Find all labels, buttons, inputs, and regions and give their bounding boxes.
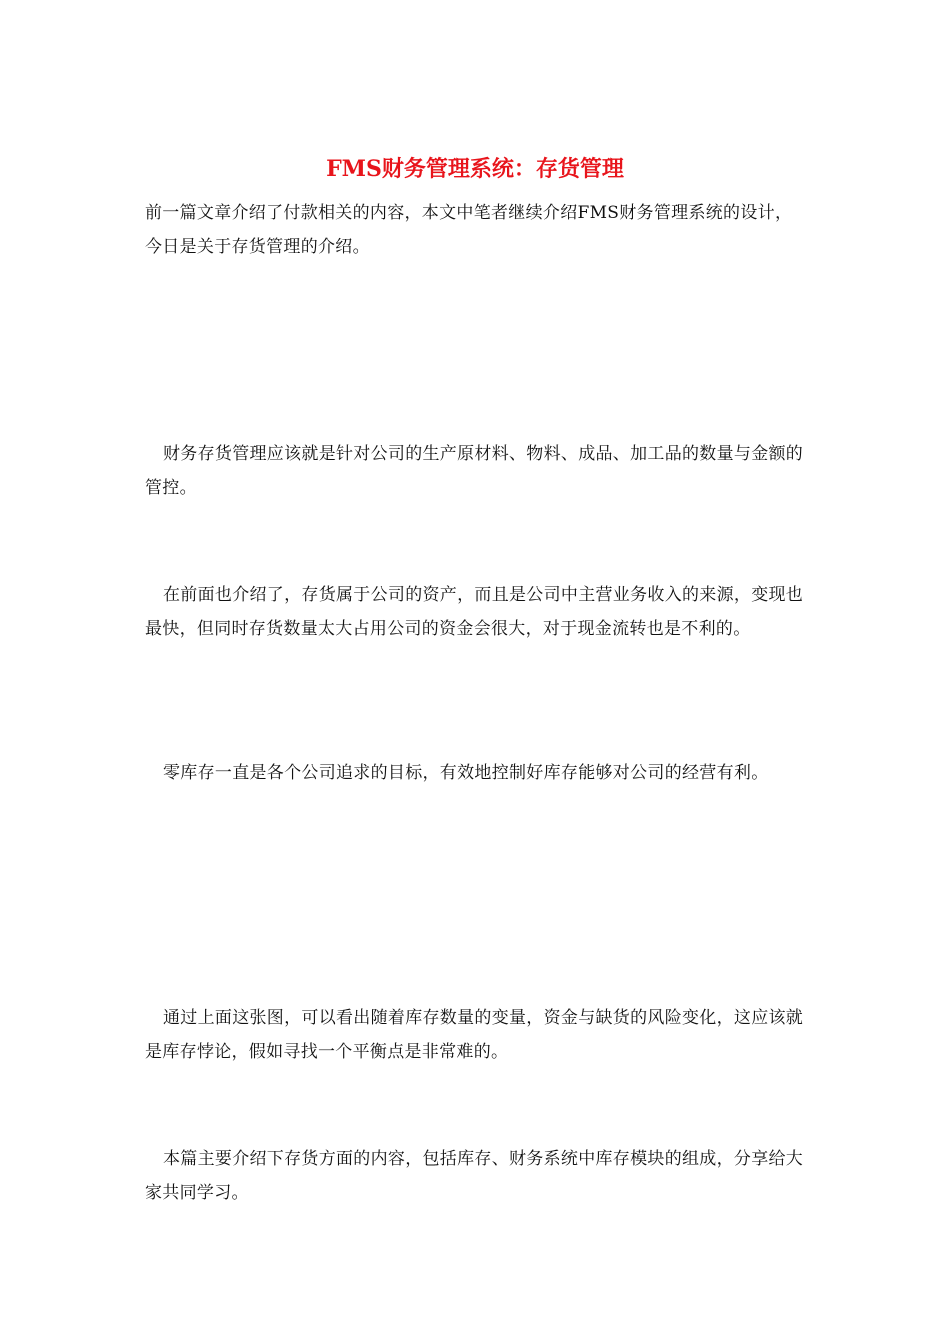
- paragraph-inventory-assets: 在前面也介绍了，存货属于公司的资产，而且是公司中主营业务收入的来源，变现也最快，但同时存货数量太大占用公司的资金会很大，对于现金流转也是不利的。: [145, 585, 804, 639]
- paragraph-inventory-paradox: 通过上面这张图，可以看出随着库存数量的变量，资金与缺货的风险变化，这应该就是库存悖论，假如寻找一个平衡点是非常难的。: [145, 1008, 804, 1062]
- paragraph-zero-inventory: 零库存一直是各个公司追求的目标，有效地控制好库存能够对公司的经营有利。: [163, 763, 769, 783]
- document-title: FMS财务管理系统：存货管理: [326, 156, 624, 182]
- paragraph-intro: 前一篇文章介绍了付款相关的内容，本文中笔者继续介绍FMS财务管理系统的设计，今日是关于存货管理的介绍。: [145, 203, 793, 257]
- paragraph-inventory-definition: 财务存货管理应该就是针对公司的生产原材料、物料、成品、加工品的数量与金额的管控。: [145, 444, 804, 498]
- paragraph-article-scope: 本篇主要介绍下存货方面的内容，包括库存、财务系统中库存模块的组成，分享给大家共同学习。: [145, 1149, 804, 1203]
